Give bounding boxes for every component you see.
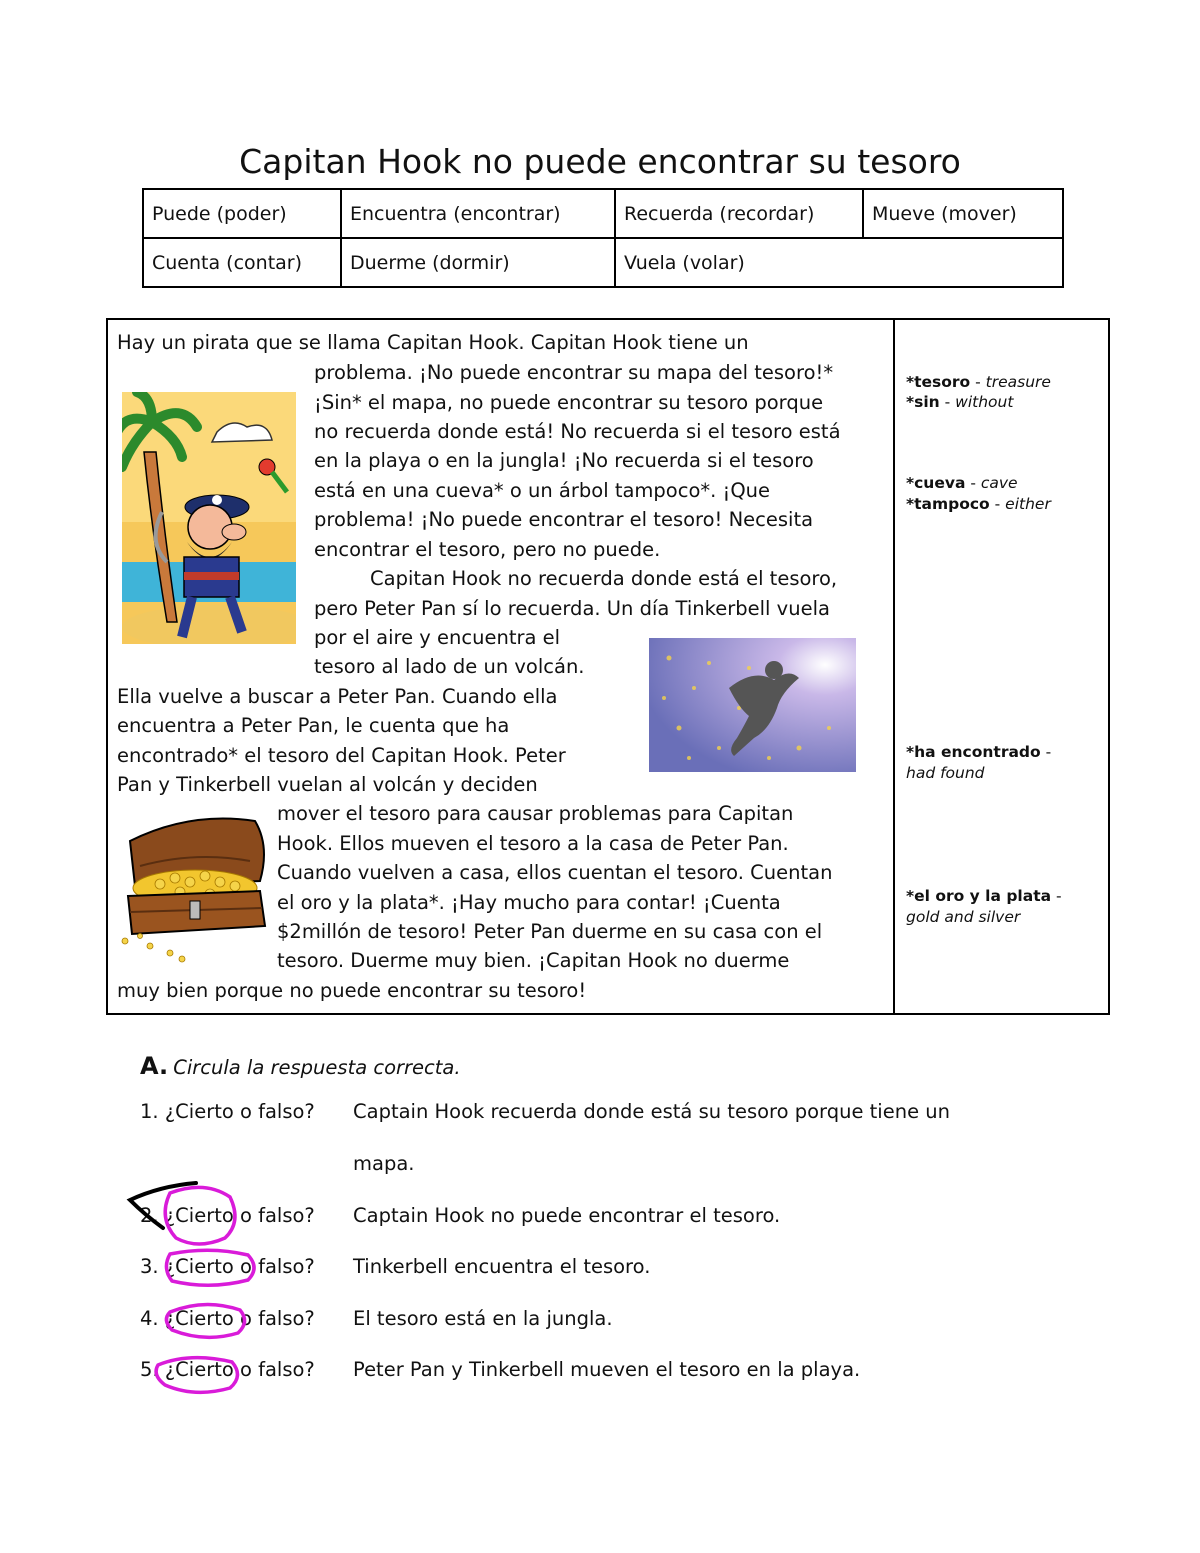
question-number: 2.	[140, 1204, 159, 1227]
verb-cell: Puede (poder)	[143, 189, 341, 238]
story-line: encontrado* el tesoro del Capitan Hook. Peter	[117, 744, 566, 767]
verb-row	[143, 238, 1063, 287]
question-statement: Tinkerbell encuentra el tesoro.	[353, 1255, 651, 1278]
story-line: muy bien porque no puede encontrar su tesoro!	[117, 979, 587, 1002]
verb-table	[142, 188, 1064, 288]
story-line: encuentra a Peter Pan, le cuenta que ha	[117, 714, 510, 737]
glossary-sep: -	[970, 373, 986, 391]
glossary-term: *tampoco	[906, 495, 990, 513]
story-line: ¡Sin* el mapa, no puede encontrar su tesoro porque	[314, 391, 824, 414]
page-title: Capitan Hook no puede encontrar su tesoro	[239, 142, 961, 181]
glossary-sep: -	[939, 393, 956, 411]
story-line: Cuando vuelven a casa, ellos cuentan el tesoro. Cuentan	[277, 861, 833, 884]
question-prompt	[140, 1307, 315, 1330]
glossary-meaning: had found	[906, 764, 985, 782]
question-choice[interactable]: ¿Cierto o falso?	[164, 1255, 315, 1278]
question-prompt	[140, 1255, 315, 1278]
verb-cell: Encuentra (encontrar)	[341, 189, 615, 238]
story-line: Ella vuelve a buscar a Peter Pan. Cuando ella	[117, 685, 558, 708]
glossary-entry	[906, 742, 1051, 784]
glossary-term: *ha encontrado	[906, 743, 1041, 761]
glossary-term: *sin	[906, 393, 940, 411]
story-line: Hook. Ellos mueven el tesoro a la casa de Peter Pan.	[277, 832, 789, 855]
section-instruction: Circula la respuesta correcta.	[173, 1056, 461, 1079]
glossary-meaning: either	[1005, 495, 1051, 513]
question-statement: Captain Hook recuerda donde está su tesoro porque tiene un	[353, 1100, 950, 1123]
glossary-sep: -	[989, 495, 1006, 513]
question-prompt	[140, 1204, 315, 1227]
verb-cell: Mueve (mover)	[863, 189, 1063, 238]
story-line: Hay un pirata que se llama Capitan Hook. Capitan Hook tiene un	[117, 331, 749, 354]
story-line: mover el tesoro para causar problemas para Capitan	[277, 802, 794, 825]
story-line: problema. ¡No puede encontrar su mapa del tesoro!*	[314, 361, 834, 384]
story-line: Capitan Hook no recuerda donde está el tesoro,	[370, 567, 838, 590]
glossary-meaning: without	[955, 393, 1014, 411]
glossary-meaning: gold and silver	[906, 908, 1021, 926]
question-choice[interactable]: ¿Cierto o falso?	[164, 1100, 315, 1123]
glossary-entry	[906, 494, 1051, 515]
story-line: problema! ¡No puede encontrar el tesoro! Necesita	[314, 508, 814, 531]
story-line: Pan y Tinkerbell vuelan al volcán y deciden	[117, 773, 538, 796]
glossary-entry	[906, 473, 1018, 494]
verb-row	[143, 189, 1063, 238]
story-line: $2millón de tesoro! Peter Pan duerme en su casa con el	[277, 920, 823, 943]
question-statement-cont: mapa.	[353, 1152, 415, 1175]
glossary-term: *el oro y la plata	[906, 887, 1052, 905]
pirate-illustration	[122, 392, 296, 644]
question-statement: Captain Hook no puede encontrar el tesoro.	[353, 1204, 781, 1227]
treasure-chest-illustration	[120, 816, 270, 964]
story-line: por el aire y encuentra el	[314, 626, 561, 649]
story-line: en la playa o en la jungla! ¡No recuerda si el tesoro	[314, 449, 814, 472]
question-choice[interactable]: ¿Cierto o falso?	[164, 1204, 315, 1227]
story-line: encontrar el tesoro, pero no puede.	[314, 538, 661, 561]
question-number: 4.	[140, 1307, 159, 1330]
verb-cell: Cuenta (contar)	[143, 238, 341, 287]
question-statement: Peter Pan y Tinkerbell mueven el tesoro en la playa.	[353, 1358, 861, 1381]
story-line: tesoro. Duerme muy bien. ¡Capitan Hook no duerme	[277, 949, 790, 972]
story-line: tesoro al lado de un volcán.	[314, 655, 585, 678]
question-choice[interactable]: ¿Cierto o falso?	[164, 1307, 315, 1330]
question-statement: El tesoro está en la jungla.	[353, 1307, 613, 1330]
question-number: 3.	[140, 1255, 159, 1278]
section-a-heading	[140, 1052, 461, 1080]
verb-cell: Duerme (dormir)	[341, 238, 615, 287]
glossary-sep: -	[1051, 887, 1062, 905]
glossary-term: *cueva	[906, 474, 966, 492]
story-divider	[893, 318, 895, 1015]
glossary-term: *tesoro	[906, 373, 971, 391]
glossary-meaning: treasure	[985, 373, 1051, 391]
question-number: 5.	[140, 1358, 159, 1381]
peter-pan-illustration	[649, 638, 856, 772]
section-letter: A.	[140, 1052, 169, 1080]
glossary-sep: -	[1040, 743, 1052, 761]
glossary-entry	[906, 886, 1062, 928]
question-number: 1.	[140, 1100, 159, 1123]
glossary-entry	[906, 392, 1013, 413]
question-prompt	[140, 1358, 315, 1381]
question-choice[interactable]: ¿Cierto o falso?	[164, 1358, 315, 1381]
story-line: está en una cueva* o un árbol tampoco*. ¡Que	[314, 479, 771, 502]
story-line: pero Peter Pan sí lo recuerda. Un día Tinkerbell vuela	[314, 597, 830, 620]
question-prompt	[140, 1100, 315, 1123]
glossary-meaning: cave	[980, 474, 1018, 492]
story-line: no recuerda donde está! No recuerda si el tesoro está	[314, 420, 841, 443]
verb-cell: Vuela (volar)	[615, 238, 1063, 287]
story-line: el oro y la plata*. ¡Hay mucho para contar! ¡Cuenta	[277, 891, 781, 914]
glossary-sep: -	[965, 474, 981, 492]
verb-cell: Recuerda (recordar)	[615, 189, 863, 238]
glossary-entry	[906, 372, 1051, 393]
